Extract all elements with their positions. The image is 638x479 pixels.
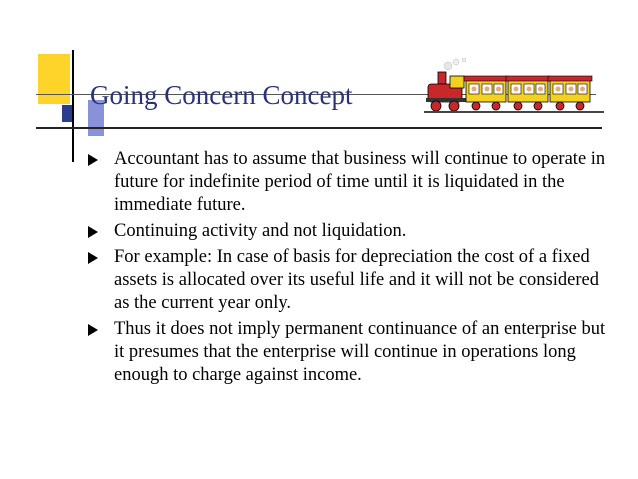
bullet-text: Thus it does not imply permanent continuance of an enterprise but it presumes that the enterprise will continue in operations long enough to charge against income.	[114, 319, 606, 385]
bullet-arrow-icon	[88, 252, 98, 264]
title-underline	[36, 127, 602, 129]
bullet-text: Continuing activity and not liquidation.	[114, 221, 407, 241]
bullet-item	[88, 246, 610, 315]
bullet-arrow-icon	[88, 154, 98, 166]
decor-vertical-line	[72, 50, 74, 162]
bullet-text: Accountant has to assume that business will continue to operate in future for indefinite period of time until it is liquidated in the immediate future.	[114, 149, 606, 215]
bullet-item	[88, 148, 610, 217]
train-clipart-icon	[424, 58, 604, 116]
bullet-arrow-icon	[88, 226, 98, 238]
slide-title: Going Concern Concept	[90, 80, 353, 110]
bullet-text: For example: In case of basis for depreciation the cost of a fixed assets is allocated over its useful life and it will not be considered as the current year only.	[114, 247, 599, 313]
bullet-list	[88, 148, 610, 390]
bullet-arrow-icon	[88, 324, 98, 336]
bullet-item	[88, 318, 610, 387]
bullet-item	[88, 220, 610, 243]
decor-yellow-square	[38, 54, 70, 104]
